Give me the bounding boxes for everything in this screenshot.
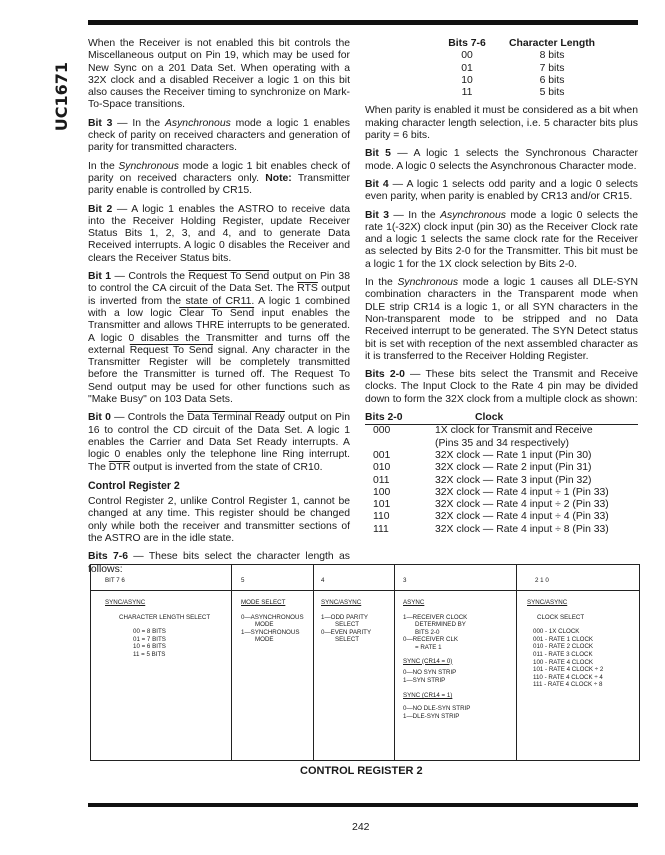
paragraph-parity-length: When parity is enabled it must be considered as a bit when making character length selection, i.e. 5 character bits plus parity = 6 bits. (365, 105, 638, 142)
table-row: 01 7 bits (461, 62, 565, 74)
paragraph-sync-strip: In the Synchronous mode a logic 1 causes all DLE-SYN combination characters in the Transparent mode when DLE strip CR14 is a logic 1, or all SYN characters in the Non-transparent mode to be stripped and no Data Received interrupt to be generated. The SYN Detect status bit is set with reception of the next assembled character as it is transferred to the Receiver Holding Register. (365, 277, 638, 362)
cr-bit-header: 4 (321, 577, 325, 584)
page-number: 242 (352, 821, 370, 833)
left-column (88, 38, 350, 582)
table-header: Bits 2-0 (365, 412, 403, 424)
cr-sub-heading: SYNC/ASYNC (527, 599, 568, 606)
paragraph-bits20: Bits 2-0 — These bits select the Transmit and Receive clocks. The Input Clock to the Rate 4 pin may be divided down to form the 32X clock from a multiple clock as shown: (365, 369, 638, 405)
paragraph-sync-parity: In the Synchronous mode a logic 1 bit enables check of parity on received characters only. Note: Transmitter parity enable is controlled by CR15. (88, 160, 351, 197)
cr-column-bits210: 2 1 0 SYNC/ASYNC CLOCK SELECT 000 - 1X CLOCK 001 - RATE 1 CLOCK 010 - RATE 2 CLOCK 011 - RATE 3 CLOCK 100 - RATE 4 CLOCK 101 - RATE 4 CLOCK ÷ 2 110 - RATE 4 CLOCK ÷ 4 111 - RATE 4 CLOCK ÷ 8 (527, 577, 604, 689)
cr-sub-heading: SYNC/ASYNC (321, 599, 362, 606)
table-row: 000 1X clock for Transmit and Receive (373, 425, 593, 437)
table-header: Clock (475, 412, 504, 424)
paragraph-bit4: Bit 4 — A logic 1 selects odd parity and a logic 0 selects even parity, when parity is enabled by CR13 and/or CR15. (365, 178, 638, 203)
cr-sub-heading: SYNC (CR14 = 1) (403, 692, 453, 700)
cr-sub-heading: MODE SELECT (241, 599, 286, 606)
diagram-column-separator (516, 565, 517, 760)
cr-column-bit5: 5 MODE SELECT 0—ASYNCHRONOUS MODE 1—SYNCHRONOUS MODE (241, 577, 304, 644)
control-register-2-diagram (90, 564, 640, 761)
table-row: 100 32X clock — Rate 4 input ÷ 1 (Pin 33) (373, 486, 609, 498)
cr-sub-heading: SYNC (CR14 = 0) (403, 657, 453, 665)
table-row: 010 32X clock — Rate 2 input (Pin 31) (373, 462, 592, 474)
diagram-caption: CONTROL REGISTER 2 (300, 765, 423, 777)
diagram-column-separator (313, 565, 314, 760)
cr-sub-heading: ASYNC (403, 599, 425, 606)
top-rule (88, 20, 638, 25)
cr-column-bit3: 3 ASYNC 1—RECEIVER CLOCK DETERMINED BY BITS 2-0 0—RECEIVER CLK = RATE 1 SYNC (CR14 = 0) 0—NO SYN STRIP 1—SYN STRIP SYNC (CR14 = 1) 0—NO DLE-SYN STRIP 1—DLE-SYN STRIP (403, 577, 471, 720)
diagram-column-separator (231, 565, 232, 760)
table-row: 101 32X clock — Rate 4 input ÷ 2 (Pin 33) (373, 499, 609, 511)
table-row: 11 5 bits (461, 87, 565, 99)
table-row: 111 32X clock — Rate 4 input ÷ 8 (Pin 33) (373, 523, 609, 535)
cr-column-bits76: BIT 7 6 SYNC/ASYNC CHARACTER LENGTH SELECT 00 = 8 BITS 01 = 7 BITS 10 = 6 BITS 11 = 5 BITS (105, 577, 211, 658)
table-row: 001 32X clock — Rate 1 input (Pin 30) (373, 449, 592, 461)
table-row: 00 8 bits (461, 50, 565, 62)
cr-bit-header: 5 (241, 577, 245, 584)
cr-sub-heading: SYNC/ASYNC (105, 599, 146, 606)
paragraph-bit0: Bit 0 — Controls the Data Terminal Ready output on Pin 16 to control the CD circuit of the Data Set. A logic 1 enables the Carrier and Data Set Ready interrupts. A logic 0 enables only the telephone line Ring interrupt. The $\overline{DTR}$ output is inverted from the state of CR10. (88, 412, 350, 473)
cr-bit-header: BIT 7 6 (105, 577, 125, 584)
character-length-table (425, 38, 595, 99)
table-row: 110 32X clock — Rate 4 input ÷ 4 (Pin 33) (373, 511, 609, 523)
cr-bit-header: 2 1 0 (535, 577, 549, 584)
table-row: (Pins 35 and 34 respectively) (435, 437, 569, 449)
paragraph-bit1: Bit 1 — Controls the Request To Send output on Pin 38 to control the CA circuit of the Data Set. The $\overline{RTS}$ output is inverted from the state of CR11. A logic 1 combined with a low logic Clear To Send input enables the Transmitter and allows THRE interrupts to be generated. A logic 0 disables the Transmitter and turns off the external Request To Send signal. Any character in the Transmitter Register will be completely transmitted before the Transmitter is turned off. The Request To Send output may be used for other functions such as "Make Busy" on 103 Data Sets. (88, 271, 351, 406)
paragraph-bits76: Bits 7-6 — These bits select the character length as follows: (88, 551, 351, 575)
side-tab-label: UC1671 (52, 62, 71, 132)
paragraph-bit3-async: Bit 3 — In the Asynchronous mode a logic 0 selects the rate 1(-32X) clock input (pin 30) as the Receiver Clock rate and a logic 1 selects the same clock rate for the Receiver as selected by Bits 2-0 for the Transmitter. This bit must be a logic 1 for the 1X clock selection by Bits 2-0. (365, 209, 638, 270)
paragraph-cr2: Control Register 2, unlike Control Register 1, cannot be changed at any time. This register should be changed only while both the receiver and transmitter sections of the ASTRO are in the idle state. (88, 496, 350, 544)
clock-select-table (365, 412, 638, 536)
paragraph-bit5: Bit 5 — A logic 1 selects the Synchronous Character mode. A logic 0 selects the Asynchronous Character mode. (365, 148, 638, 172)
table-header: Bits 7-6 (448, 38, 486, 49)
paragraph-bit2: Bit 2 — A logic 1 enables the ASTRO to receive data into the Receiver Holding Register, update Receiver Status Bits 1, 2, 3, and 4, and to generate Data Received interrupts. A logic 0 disables the Receiver and clears the Receiver Status bits. (88, 203, 350, 264)
right-column (365, 38, 638, 536)
cr-column-bit4: 4 SYNC/ASYNC 1—ODD PARITY SELECT 0—EVEN PARITY SELECT (321, 577, 372, 644)
table-row: 011 32X clock — Rate 3 input (Pin 32) (373, 474, 592, 486)
table-row: 10 6 bits (461, 74, 565, 86)
table-header: Character Length (509, 38, 596, 49)
heading-control-register-2: Control Register 2 (88, 479, 180, 492)
paragraph-misc-output: When the Receiver is not enabled this bit controls the Miscellaneous output on Pin 19, which may be used for New Sync on a 201 Data Set. When operating with a 32X clock and a disabled Receiver a logic 1 on this bit also causes the Receiver timing to synchronize on Mark-To-Space transitions. (88, 38, 350, 111)
diagram-column-separator (394, 565, 395, 760)
cr-bit-header: 3 (403, 577, 407, 584)
bottom-rule (88, 803, 638, 807)
paragraph-bit3: Bit 3 — In the Asynchronous mode a logic 1 enables check of parity on received characters and generation of parity for transmitted characters. (88, 117, 350, 154)
